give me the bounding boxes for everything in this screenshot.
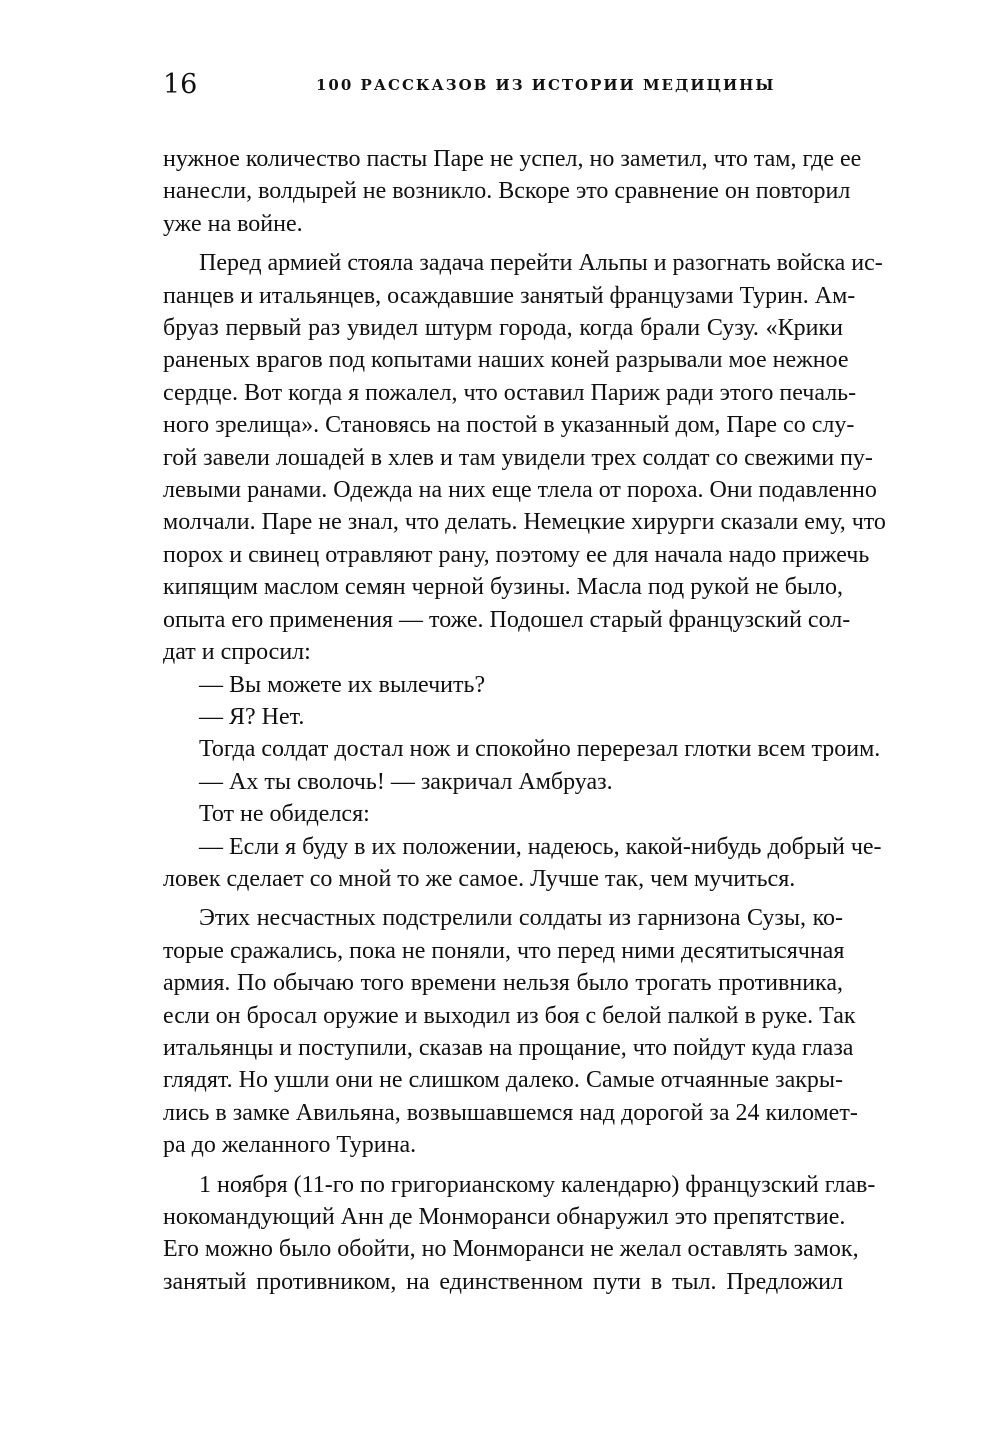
text-line: Его можно было обойти, но Монморанси не желал оставлять замок, [163, 1236, 859, 1263]
paragraph [163, 247, 886, 668]
text-line: ловек сделает со мной то же самое. Лучше так, чем мучиться. [163, 865, 796, 892]
text-line: ра до желанного Турина. [163, 1132, 417, 1159]
paragraph [163, 669, 843, 701]
text-line: нужное количество пасты Паре не успел, но заметил, что там, где ее [163, 146, 862, 172]
text-line: армия. По обычаю того времени нельзя было трогать противника, [163, 970, 843, 997]
text-line: сердце. Вот когда я пожалел, что оставил Париж ради этого печаль- [163, 379, 857, 406]
text-line: Этих несчастных подстрелили солдаты из гарнизона Сузы, ко- [199, 905, 843, 932]
text-line: раненых врагов под копытами наших коней разрывали мое нежное [163, 347, 849, 374]
text-line: молчали. Паре не знал, что делать. Немецкие хирурги сказали ему, что [163, 509, 886, 536]
paragraph [163, 701, 843, 733]
text-line: глядят. Но ушли они не слишком далеко. Самые отчаянные закры- [163, 1067, 843, 1094]
text-line: — Я? Нет. [199, 703, 305, 730]
text-line: панцев и итальянцев, осаждавшие занятый французами Турин. Ам- [163, 282, 856, 309]
text-line: 1 ноября (11-го по григорианскому календарю) французский глав- [199, 1171, 876, 1198]
text-line: нанесли, волдырей не возникло. Вскоре это сравнение он повторил [163, 178, 851, 205]
text-line: Тогда солдат достал нож и спокойно перерезал глотки всем троим. [199, 736, 881, 763]
text-line: — Если я буду в их положении, надеюсь, какой-нибудь добрый че- [199, 833, 882, 860]
paragraph [163, 798, 843, 830]
paragraph [163, 143, 862, 240]
text-line: — Ах ты сволочь! — закричал Амбруаз. [199, 768, 613, 795]
page-header [163, 67, 843, 103]
paragraph [163, 733, 881, 765]
paragraph [163, 766, 843, 798]
paragraph [163, 902, 858, 1161]
text-line: нокомандующий Анн де Монморанси обнаружил это препятствие. [163, 1204, 846, 1230]
text-line: гой завели лошадей в хлев и там увидели трех солдат со свежими пу- [163, 444, 873, 471]
paragraph [163, 831, 882, 896]
text-line: если он бросал оружие и выходил из боя с белой палкой в руке. Так [163, 1002, 856, 1029]
text-line: уже на войне. [163, 210, 303, 237]
text-line: ного зрелища». Становясь на постой в указанный дом, Паре со слу- [163, 412, 855, 439]
text-line: — Вы можете их вылечить? [199, 671, 486, 698]
text-line: кипящим маслом семян черной бузины. Масла под рукой не было, [163, 574, 844, 601]
running-title: 100 РАССКАЗОВ ИЗ ИСТОРИИ МЕДИЦИНЫ [316, 76, 776, 94]
text-line: бруаз первый раз увидел штурм города, когда брали Сузу. «Крики [163, 315, 843, 342]
paragraph [163, 1169, 876, 1299]
text-line: занятый противником, на единственном пути в тыл. Предложил [163, 1268, 843, 1295]
text-line: порох и свинец отравляют рану, поэтому ее для начала надо прижечь [163, 541, 870, 568]
body-text [163, 143, 886, 1298]
text-line: левыми ранами. Одежда на них еще тлела от пороха. Они подавленно [163, 477, 877, 504]
text-line: дат и спросил: [163, 639, 311, 666]
text-line: торые сражались, пока не поняли, что перед ними десятитысячная [163, 937, 845, 964]
text-line: Перед армией стояла задача перейти Альпы и разогнать войска ис- [199, 250, 883, 277]
text-line: итальянцы и поступили, сказав на прощание, что пойдут куда глаза [163, 1034, 854, 1061]
text-line: лись в замке Авильяна, возвышавшемся над дорогой за 24 километ- [163, 1099, 858, 1126]
text-line: опыта его применения — тоже. Подошел старый французский сол- [163, 606, 851, 633]
text-line: Тот не обиделся: [199, 801, 370, 828]
page-number: 16 [163, 69, 198, 100]
